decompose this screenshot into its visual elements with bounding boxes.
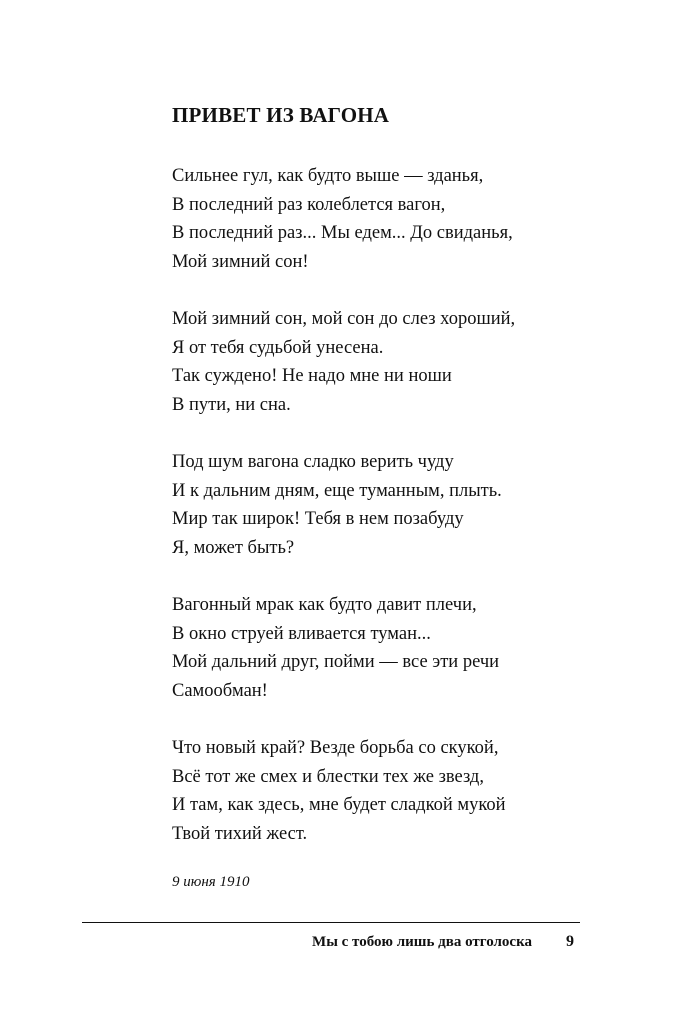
poem-line: Так суждено! Не надо мне ни ноши (172, 366, 452, 386)
stanza (172, 305, 592, 419)
poem-line: Мой дальний друг, пойми — все эти речи (172, 652, 500, 672)
running-title: Мы с тобою лишь два отголоска (312, 934, 532, 950)
stanza (172, 162, 592, 276)
page-number: 9 (566, 933, 574, 950)
poem-date: 9 июня 1910 (172, 874, 250, 890)
poem-line: Мой зимний сон! (172, 251, 309, 272)
stanza (172, 734, 592, 848)
poem-line: Что новый край? Везде борьба со скукой, (172, 738, 499, 758)
poem-line: В окно струей вливается туман... (172, 623, 431, 644)
poem-line: Сильнее гул, как будто выше — зданья, (172, 166, 484, 186)
poem-line: В последний раз колеблется вагон, (172, 194, 446, 215)
footer-rule (82, 922, 580, 923)
poem-line: Мир так широк! Тебя в нем позабуду (172, 509, 464, 529)
poem-line: Под шум вагона сладко верить чуду (172, 452, 454, 472)
poem-line: Самообман! (172, 680, 268, 701)
poem-line: В пути, ни сна. (172, 394, 291, 415)
stanza (172, 591, 592, 705)
poem-line: Вагонный мрак как будто давит плечи, (172, 595, 477, 615)
poem-line: Мой зимний сон, мой сон до слез хороший, (172, 309, 516, 329)
stanza (172, 448, 592, 562)
poem-line: Я, может быть? (172, 537, 295, 558)
poem-line: И там, как здесь, мне будет сладкой мукой (172, 795, 506, 815)
poem-line: Я от тебя судьбой унесена. (172, 337, 384, 358)
poem-body (172, 162, 592, 877)
poem-line: Твой тихий жест. (172, 823, 308, 844)
poem-line: И к дальним дням, еще туманным, плыть. (172, 480, 502, 501)
poem-line: В последний раз... Мы едем... До свиданья, (172, 223, 513, 243)
poem-title: ПРИВЕТ ИЗ ВАГОНА (172, 103, 390, 127)
poem-line: Всё тот же смех и блестки тех же звезд, (172, 766, 484, 787)
